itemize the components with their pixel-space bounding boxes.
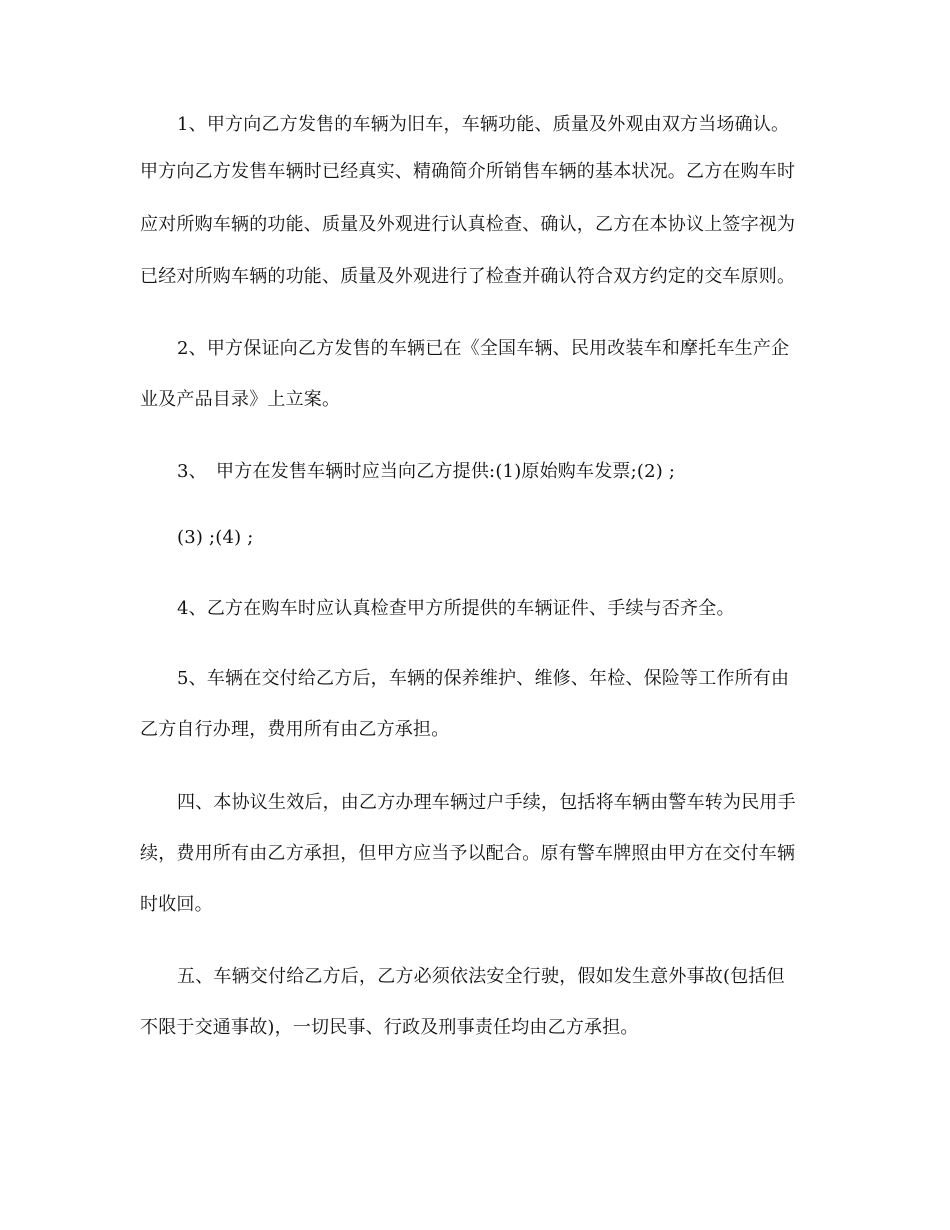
clause-2-line-2: 业及产品目录》上立案。 — [140, 389, 341, 410]
clause-1-line-4: 已经对所购车辆的功能、质量及外观进行了检查并确认符合双方约定的交车原则。 — [140, 266, 796, 287]
section-4-line-3: 时收回。 — [140, 894, 213, 915]
clause-5-line-2: 乙方自行办理，费用所有由乙方承担。 — [140, 719, 450, 740]
clause-4-line-1: 4、乙方在购车时应认真检查甲方所提供的车辆证件、手续与否齐全。 — [177, 598, 735, 619]
clause-3-line-1: 3、 甲方在发售车辆时应当向乙方提供:(1)原始购车发票;(2) ; — [177, 461, 676, 482]
section-4-line-2: 续，费用所有由乙方承担，但甲方应当予以配合。原有警车牌照由甲方在交付车辆 — [140, 843, 796, 864]
clause-3-line-2: (3) ;(4) ; — [177, 527, 254, 548]
clause-1-line-1: 1、甲方向乙方发售的车辆为旧车，车辆功能、质量及外观由双方当场确认。 — [177, 114, 790, 135]
clause-2-line-1: 2、甲方保证向乙方发售的车辆已在《全国车辆、民用改装车和摩托车生产企 — [177, 338, 790, 359]
section-5-line-2: 不限于交通事故)，一切民事、行政及刑事责任均由乙方承担。 — [140, 1017, 639, 1038]
clause-1-line-3: 应对所购车辆的功能、质量及外观进行认真检查、确认，乙方在本协议上签字视为 — [140, 214, 796, 235]
section-5-line-1: 五、车辆交付给乙方后，乙方必须依法安全行驶，假如发生意外事故(包括但 — [177, 966, 785, 987]
clause-5-line-1: 5、车辆在交付给乙方后，车辆的保养维护、维修、年检、保险等工作所有由 — [177, 668, 790, 689]
clause-1-line-2: 甲方向乙方发售车辆时已经真实、精确简介所销售车辆的基本状况。乙方在购车时 — [140, 161, 796, 182]
section-4-line-1: 四、本协议生效后，由乙方办理车辆过户手续，包括将车辆由警车转为民用手 — [177, 792, 796, 813]
